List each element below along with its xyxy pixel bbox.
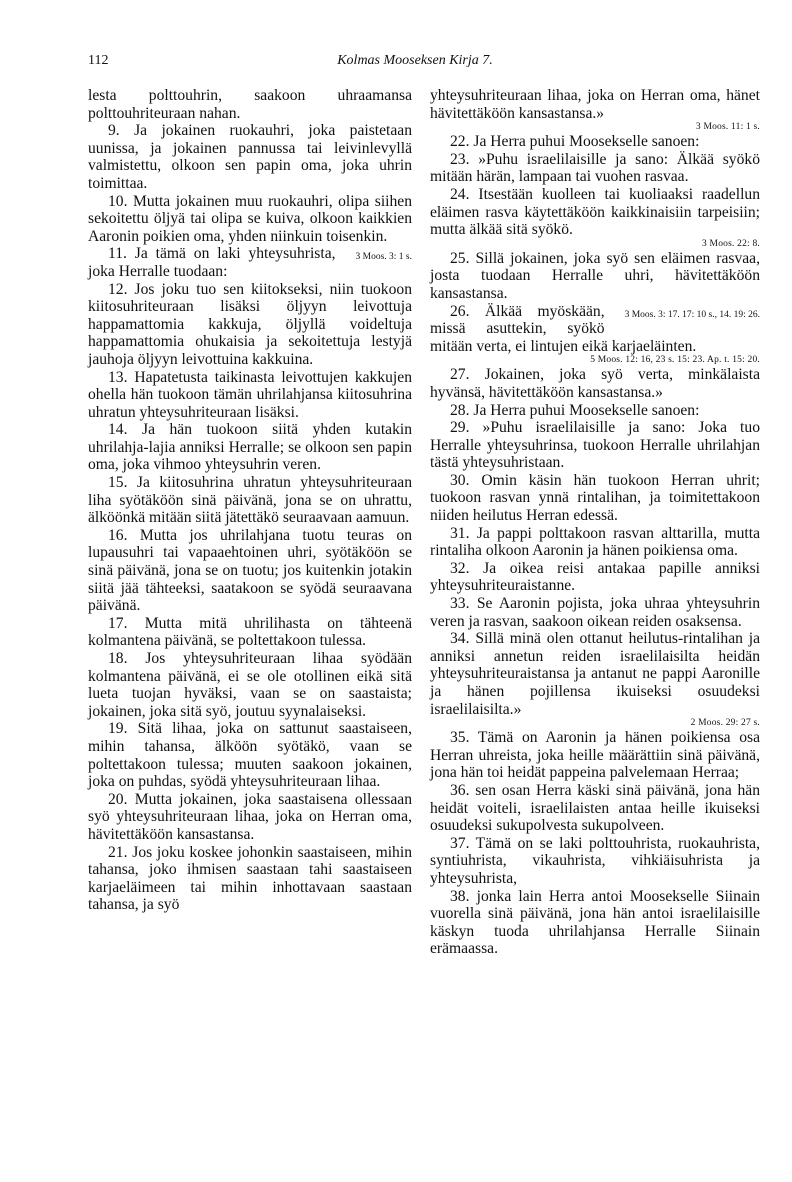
verse-text: lesta polttouhrin, saakoon uhraamansa polttouhriteuraan nahan. — [88, 87, 412, 122]
verse-text: 35. Tämä on Aaronin ja hänen poikiensa osa Herran uhreista, joka heille määrättiin sinä päivänä, jona hän toi heidät pappeina palvelemaan Herraa; — [430, 729, 760, 782]
verse-paragraph — [88, 791, 412, 844]
verse-text: 23. »Puhu israelilaisille ja sano: Älkää syökö mitään härän, lampaan tai vuohen rasvaa. — [430, 150, 760, 186]
verse-text: 16. Mutta jos uhrilahjana tuotu teuras on lupausuhri tai vapaaehtoinen uhri, syötäköön se sinä päivänä, jona se on tuotu; jos kuitenkin jotakin siitä jää tähteeksi, saatakoon se syödä seuraavana päivänä. — [88, 526, 412, 615]
verse-paragraph — [430, 729, 760, 782]
verse-text: 15. Ja kiitosuhrina uhratun yhteysuhriteuraan liha syötäköön sinä päivänä, jona se on uhrattu, älköönkä mitään siitä jätettäkö seuraavaan aamuun. — [88, 474, 412, 527]
verse-paragraph — [88, 245, 412, 280]
verse-text: 26. Älkää myöskään, missä asuttekin, syökö mitään verta, ei lintujen eikä karjaeläinten. — [430, 302, 697, 355]
verse-paragraph — [430, 630, 760, 718]
verse-text: 9. Ja jokainen ruokauhri, joka paistetaan uunissa, ja jokainen pannussa tai leivinlevyllä valmistettu, olkoon sen papin oma, joka uhrin toimittaa. — [88, 122, 412, 192]
verse-paragraph — [430, 250, 760, 303]
verse-text: 29. »Puhu israelilaisille ja sano: Joka tuo Herralle yhteysuhrinsa, tuokoon Herralle uhrilahjan tästä yhteysuhristaan. — [430, 419, 760, 472]
running-title: Kolmas Mooseksen Kirja 7. — [337, 53, 493, 68]
cross-reference: 5 Moos. 12: 16, 23 s. 15: 23. Ap. t. 15: 20. — [590, 355, 760, 366]
verse-paragraph — [430, 419, 760, 472]
verse-text: 10. Mutta jokainen muu ruokauhri, olipa siihen sekoitettu öljyä tai olipa se kuiva, olkoon kaikkien Aaronin poikien oma, yhden niinkuin toisenkin. — [88, 192, 412, 245]
verse-text: yhteysuhriteuraan lihaa, joka on Herran oma, hänet hävitettäköön kansastansa.» — [430, 87, 760, 122]
continued-paragraph — [430, 87, 760, 122]
verse-paragraph — [88, 281, 412, 369]
verse-text: 19. Sitä lihaa, joka on sattunut saastaiseen, mihin tahansa, älköön syötäkö, vaan se poltettakoon tulessa; muuten saakoon jokainen, joka on puhdas, syödä yhteysuhriteuraan lihaa. — [88, 720, 412, 791]
verse-text: 12. Jos joku tuo sen kiitokseksi, niin tuokoon kiitosuhriteuraan lisäksi öljyyn leivottuja happamattomia kakkuja, öljyllä voideltuja happamattomia ohukaisia ja sekoitettuja lestyjä jauhoja öljyyn leivottuina kakkuina. — [88, 280, 412, 368]
verse-text: 25. Sillä jokainen, joka syö sen eläimen rasvaa, josta tuodaan Herralle uhri, hävitettäköön kansastansa. — [430, 249, 760, 302]
verse-text: 21. Jos joku koskee johonkin saastaiseen, mihin tahansa, joko ihmisen saastaan tahi saastaiseen karjaeläimeen tai mihin inhottavaan saastaan tahansa, ja syö — [88, 843, 412, 914]
verse-text: 33. Se Aaronin pojista, joka uhraa yhteysuhrin veren ja rasvan, saakoon oikean reiden osaksensa. — [430, 595, 760, 630]
verse-paragraph — [430, 888, 760, 958]
verse-text: 37. Tämä on se laki polttouhrista, ruokauhrista, syntiuhrista, vikauhrista, vihkiäisuhrista ja yhteysuhrista, — [430, 834, 760, 887]
verse-paragraph — [430, 133, 760, 151]
verse-text: 34. Sillä minä olen ottanut heilutus-rintalihan ja anniksi annetun reiden israelilaisilta heidän yhteysuhriteuraistansa ja antanut ne pappi Aaronille ja hänen pojillensa ikuiseksi osuudeksi israelilaisilta.» — [430, 630, 760, 718]
cross-reference: 2 Moos. 29: 27 s. — [690, 718, 760, 729]
verse-text: 18. Jos yhteysuhriteuraan lihaa syödään kolmantena päivänä, ei se ole otollinen eikä sitä lueta tuojan hyväksi, vaan se on saastaista; jokainen, joka sitä syö, joutuu syynalaiseksi. — [88, 650, 412, 720]
cross-reference: 3 Moos. 11: 1 s. — [695, 122, 760, 133]
verse-paragraph — [88, 844, 412, 914]
inline-cross-reference: 3 Moos. 3: 1 s. — [355, 252, 412, 263]
left-text-column — [88, 87, 412, 914]
verse-text: 17. Mutta mitä uhrilihasta on tähteenä kolmantena päivänä, se poltettakoon tulessa. — [88, 614, 412, 650]
verse-paragraph — [430, 525, 760, 560]
page-header — [88, 53, 742, 73]
verse-paragraph — [430, 366, 760, 401]
page-number: 112 — [88, 53, 109, 68]
verse-text: 36. sen osan Herra käski sinä päivänä, jona hän heidät voiteli, israelilaisten antaa heille ikuiseksi osuudeksi sukupolvesta sukupolveen. — [430, 781, 760, 835]
right-text-column — [430, 87, 760, 958]
verse-paragraph — [430, 303, 760, 356]
verse-paragraph — [88, 474, 412, 527]
verse-paragraph — [88, 650, 412, 720]
verse-text: 31. Ja pappi polttakoon rasvan alttarilla, mutta rintaliha olkoon Aaronin ja hänen poikiensa oma. — [430, 524, 760, 560]
verse-text: 27. Jokainen, joka syö verta, minkälaista hyvänsä, hävitettäköön kansastansa.» — [430, 366, 760, 401]
verse-paragraph — [430, 151, 760, 186]
verse-text: 32. Ja oikea reisi antakaa papille anniksi yhteysuhriteuraistanne. — [430, 559, 760, 595]
verse-paragraph — [88, 527, 412, 615]
verse-paragraph — [88, 720, 412, 790]
verse-text: 30. Omin käsin hän tuokoon Herran uhrit; tuokoon rasvan ynnä rintalihan, ja toimitettakoon niiden heilutus Herran edessä. — [430, 471, 760, 525]
verse-paragraph — [430, 186, 760, 239]
verse-text: 38. jonka lain Herra antoi Moosekselle Siinain vuorella sinä päivänä, jona hän antoi israelilaisille käskyn tuoda uhrilahjansa Herralle Siinain erämaassa. — [430, 887, 760, 958]
verse-paragraph — [430, 402, 760, 420]
verse-text: 14. Ja hän tuokoon siitä yhden kutakin uhrilahja-lajia anniksi Herralle; se olkoon sen papin oma, joka vihmoo yhteysuhrin veren. — [88, 421, 412, 474]
verse-paragraph — [430, 560, 760, 595]
verse-text: 20. Mutta jokainen, joka saastaisena ollessaan syö yhteysuhriteuraan lihaa, joka on Herran oma, hävitettäköön kansastansa. — [88, 790, 412, 843]
verse-paragraph — [88, 421, 412, 474]
verse-paragraph — [88, 369, 412, 422]
verse-paragraph — [430, 595, 760, 630]
verse-paragraph — [430, 782, 760, 835]
verse-text: 13. Hapatetusta taikinasta leivottujen kakkujen ohella hän tuokoon tämän uhrilahjansa kiitosuhrina uhratun yhteysuhriteuraan lisäksi. — [88, 368, 412, 421]
verse-paragraph — [430, 835, 760, 888]
verse-text: 22. Ja Herra puhui Moosekselle sanoen: — [450, 133, 700, 151]
verse-paragraph — [88, 193, 412, 246]
verse-text: 28. Ja Herra puhui Moosekselle sanoen: — [450, 401, 700, 419]
inline-cross-reference: 3 Moos. 3: 17. 17: 10 s., 14. 19: 26. — [624, 309, 760, 320]
cross-reference: 3 Moos. 22: 8. — [702, 238, 760, 249]
verse-text: 24. Itsestään kuolleen tai kuoliaaksi raadellun eläimen rasva käytettäköön kaikkinaisiin tarpeisiin; mutta älkää sitä syökö. — [430, 185, 760, 239]
continued-paragraph — [88, 87, 412, 122]
verse-text: 11. Ja tämä on laki yhteysuhrista, joka Herralle tuodaan: — [88, 245, 336, 280]
verse-paragraph — [430, 472, 760, 525]
verse-paragraph — [88, 615, 412, 650]
verse-paragraph — [88, 122, 412, 192]
